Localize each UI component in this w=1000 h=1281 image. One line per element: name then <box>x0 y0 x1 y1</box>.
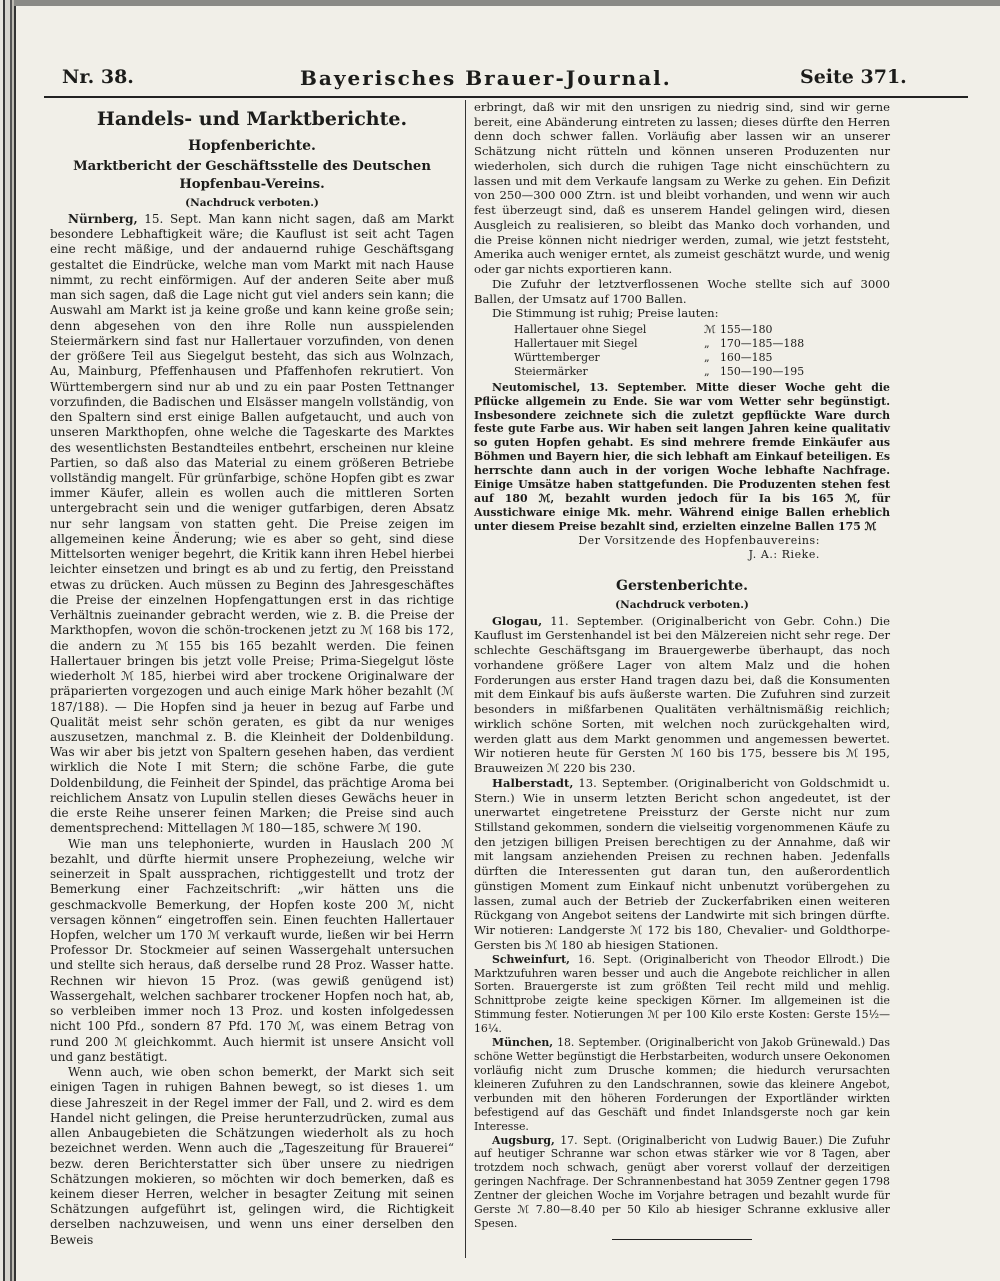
place-muenchen: München, <box>492 1036 554 1050</box>
augsburg-text: 17. Sept. (Originalbericht von Ludwig Bauer.) Die Zufuhr auf heutiger Schranne war schon etwas stärker wie vor 8 Tagen, aber trotzdem noch schwach, genügt aber vorerst vollauf der derzeitigen geringen Nachfrage. Der Schrannenbestand hat 3059 Zentner gegen 1798 Zentner der gleichen Woche im Vorjahre betragen und bezahlt wurde für Gerste ℳ 7.80—8.40 per 50 Kilo ab hiesiger Schranne exklusive aller Spesen. <box>474 1133 890 1231</box>
neutomischel-paragraph <box>474 381 890 534</box>
price-range: 155—180 <box>720 323 773 337</box>
section-title: Handels- und Marktberichte. <box>96 108 408 130</box>
price-range: 150—190—195 <box>720 364 805 378</box>
price-name: Steiermärker <box>514 364 588 378</box>
price-unit: „ <box>704 364 710 378</box>
glogau-paragraph <box>474 614 890 776</box>
end-rule <box>612 1239 752 1240</box>
price-row <box>514 323 844 337</box>
place-schweinfurt: Schweinfurt, <box>492 952 570 966</box>
price-name: Hallertauer mit Siegel <box>514 336 638 350</box>
page-number: Seite 371. <box>800 66 907 88</box>
halberstadt-paragraph <box>474 776 890 953</box>
price-row <box>514 337 844 351</box>
right-column <box>474 100 890 1240</box>
place-neutomischel: Neutomischel, <box>492 380 581 394</box>
price-name: Württemberger <box>514 350 600 364</box>
paragraph-mood: Die Stimmung ist ruhig; Preise lauten: <box>492 306 719 321</box>
place-halberstadt: Halberstadt, <box>492 775 574 790</box>
barley-reprint-note: (Nachdruck verboten.) <box>615 598 749 611</box>
price-row <box>514 351 844 365</box>
paragraph-supply: Die Zufuhr der letztverflossenen Woche stellte sich auf 3000 Ballen, der Umsatz auf 1700 Ballen. <box>474 276 890 306</box>
report-title: Marktbericht der Geschäftsstelle des Deutschen Hopfenbau-Vereins. <box>73 159 431 192</box>
place-augsburg: Augsburg, <box>492 1133 555 1147</box>
muenchen-paragraph <box>474 1036 890 1133</box>
price-table <box>514 323 844 379</box>
nuernberg-text: 15. Sept. Man kann nicht sagen, daß am Markt besondere Lebhaftigkeit wäre; die Kauflust ist seit acht Tagen eine recht mäßige, und der andauernd ruhige Geschäftsgang gestaltet die Eindrücke, welche man vom Markt mit nach Hause nimmt, zu recht einförmigen. Auf der anderen Seite aber muß man sich sagen, daß die Lage nicht gut viel anders sein kann; die Auswahl am Markt ist ja keine große und kann keine große sein; denn abgesehen von den ihre Rolle nun ausspielenden Steiermärkern sind fast nur Hallertauer vorzufinden, von denen der größere Teil aus Siegelgut besteht, das sich aus Wolnzach, Au, Mainburg, Pfeffenhausen und Pfaffenhofen rekrutiert. Von Württembergern sind nur ab und zu ein paar Posten Tettnanger vorzufinden, die Badischen und Elsässer mangeln vollständig, von den Spaltern sind erst einige Ballen aufgetaucht, und auch von unseren Markthopfen, ohne welche die Tageskarte des Marktes des wesentlichsten Bestandteiles entbehrt, erscheinen nur kleine Partien, so daß also das Material zu einem größeren Betriebe vollständig mangelt. Für grünfarbige, schöne Hopfen gibt es zwar immer Käufer, allein es wollen auch die mittleren Sorten untergebracht sein und die weniger gutfarbigen, deren Absatz nur sehr langsam von statten geht. Die Preise zeigen im allgemeinen keine Änderung; wie es aber so geht, sind diese Mittelsorten weniger begehrt, die Kritik kann ihren Hebel hierbei leichter einsetzen und bringt es ab und zu fertig, den Preisstand etwas zu drücken. Auch müssen zu Beginn des Jahresgeschäftes die Preise der einzelnen Hopfengattungen erst in das richtige Verhältnis zueinander gebracht werden, wie z. B. die Preise der Markthopfen, wovon die schön-trockenen jetzt zu ℳ 168 bis 172, die andern zu ℳ 155 bis 165 bezahlt werden. Die feinen Hallertauer bringen bis jetzt volle Preise; Prima-Siegelgut löste wiederholt ℳ 185, hierbei wird aber trockene Originalware der präparierten vorgezogen und auch einige Mark höher bezahlt (ℳ 187/188). — Die Hopfen sind ja heuer in bezug auf Farbe und Qualität meist sehr schön geraten, es gibt da nur weniges auszusetzen, manchmal z. B. die Kleinheit der Doldenbildung. Was wir aber bis jetzt von Spaltern gesehen haben, das verdient wirklich die Note I mit Stern; die schöne Farbe, die gute Doldenbildung, die Feinheit der Spindel, das prächtige Aroma bei reichlichem Ansatz von Lupulin stellen dieses Gewächs heuer in die erste Reihe unserer feinen Marken; die Preise sind auch dementsprechend: Mittellagen ℳ 180—185, schwere ℳ 190. <box>50 212 454 836</box>
journal-title: Bayerisches Brauer-Journal. <box>300 66 672 90</box>
header-rule <box>44 96 968 98</box>
barley-reports-title: Gerstenberichte. <box>615 577 748 594</box>
muenchen-text: 18. September. (Originalbericht von Jakob Grünewald.) Das schöne Wetter begünstigt die Herbstarbeiten, wodurch unsere Oekonomen vorläufig nicht zum Drusche kommen; die hiedurch verursachten kleineren Zufuhren zu den Landschrannen, sowie das kleinere Angebot, verbunden mit den höheren Forderungen der Exportländer wirkten befestigend auf das Geschäft und findet Inlandsgerste noch gar kein Interesse. <box>474 1036 890 1133</box>
left-column <box>50 100 454 1248</box>
neutomischel-text: 13. September. Mitte dieser Woche geht die Pflücke allgemein zu Ende. Sie war vom Wetter sehr begünstigt. Insbesondere zeichnete sich die zuletzt gepflückte Ware durch feste gute Farbe aus. Wir haben seit langen Jahren keine qualitativ so guten Hopfen gehabt. Es sind mehrere fremde Einkäufer aus Böhmen und Bayern hier, die sich lebhaft am Einkauf beteiligen. Es herrschte dann auch in der vorigen Woche lebhafte Nachfrage. Einige Umsätze haben stattgefunden. Die Produzenten stehen fest auf 180 ℳ, bezahlt wurden jedoch für Ia bis 165 ℳ, für Ausstichware einige Mk. mehr. Während einige Ballen erheblich unter diesem Preise bezahlt sind, erzielten einzelne Ballen 175 ℳ <box>474 380 890 533</box>
halberstadt-text: 13. September. (Originalbericht von Goldschmidt u. Stern.) Wie in unserm letzten Bericht schon angedeutet, ist der unerwartet eingetretene Preissturz der Gerste nicht nur zum Stillstand gekommen, sondern die vielseitig vorgenommenen Käufe zu den jetzigen billigen Preisen berechtigen zu der Annahme, daß wir mit langsam anziehenden Preisen zu rechnen haben. Jedenfalls dürften die Interessenten gut daran tun, den außerordentlich günstigen Moment zum Einkauf nicht unbenutzt vorübergehen zu lassen, zumal auch der Betrieb der Zuckerfabriken einen weiteren Rückgang von Angebot seitens der Landwirte mit sich bringen dürfte. Wir notieren: Landgerste ℳ 172 bis 180, Chevalier- und Goldthorpe-Gersten bis ℳ 180 ab hiesigen Stationen. <box>474 775 890 952</box>
binding-gutter <box>0 0 14 1281</box>
price-unit: „ <box>704 336 710 350</box>
paragraph-hauslach: Wie man uns telephonierte, wurden in Hauslach 200 ℳ bezahlt, und dürfte hiermit unsere Prophezeiung, welche wir seinerzeit in Spalt aussprachen, richtiggestellt und trotz der Bemerkung einer Fachzeitschrift: „wir hätten uns die geschmackvolle Bemerkung, der Hopfen koste 200 ℳ, nicht versagen können“ eingetroffen sein. Einen feuchten Hallertauer Hopfen, welcher um 170 ℳ verkauft wurde, ließen wir bei Herrn Professor Dr. Stockmeier auf seinen Wassergehalt untersuchen und stellte sich heraus, daß derselbe rund 28 Proz. Wasser hatte. Rechnen wir hievon 15 Proz. (was gewiß genügend ist) Wassergehalt, welchen sachbarer trockener Hopfen noch hat, ab, so verbleiben immer noch 13 Proz. und kosten infolgedessen nicht 100 Pfd., sondern 87 Pfd. 170 ℳ, was einem Betrag von rund 200 ℳ gleichkommt. Auch hiermit ist unsere Ansicht voll und ganz bestätigt. <box>50 836 454 1064</box>
price-unit: „ <box>704 350 710 364</box>
place-nuernberg: Nürnberg, <box>68 212 138 226</box>
glogau-text: 11. September. (Originalbericht von Gebr. Cohn.) Die Kauflust im Gerstenhandel ist bei den Mälzereien nicht sehr rege. Der schlechte Geschäftsgang im Brauergewerbe überhaupt, das noch vorhandene größere Lager von altem Malz und die hohen Forderungen aus erster Hand tragen dazu bei, daß die Konsumenten mit dem Einkauf bis aufs äußerste warten. Die Zufuhren sind zurzeit besonders in mißfarbenen Qualitäten verhältnismäßig reichlich; wirklich schöne Sorten, mit welchen noch zurückgehalten wird, werden glatt aus dem Markt genommen und angemessen bewertet. Wir notieren heute für Gersten ℳ 160 bis 175, bessere bis ℳ 195, Brauweizen ℳ 220 bis 230. <box>474 613 891 776</box>
schweinfurt-paragraph <box>474 953 890 1037</box>
price-unit: ℳ <box>704 323 716 337</box>
paragraph-continuation: erbringt, daß wir mit den unsrigen zu niedrig sind, sind wir gerne bereit, eine Abänderung eintreten zu lassen; dieses dürfte den Herren denn doch schwer fallen. Vorläufig aber lassen wir an unserer Schätzung nicht rütteln und können unseren Produzenten nur wiederholen, sich durch die ruhigen Tage nicht einschüchtern zu lassen und mit dem Verkaufe langsam zu Werke zu gehen. Ein Defizit von 250—300 000 Ztrn. ist und bleibt vorhanden, und wenn wir auch fest überzeugt sind, daß es unserem Handel gelingen wird, diesen Ausgleich zu realisieren, so bleibt das Manko doch vorhanden, und die Preise können nicht niedriger werden, zumal, wie jetzt feststeht, Amerika auch weniger erntet, als zumeist geschätzt wurde, und wenig oder gar nichts exportieren kann. <box>474 100 890 277</box>
price-range: 170—185—188 <box>720 336 805 350</box>
signature-line-1: Der Vorsitzende des Hopfenbauvereins: <box>578 533 820 547</box>
hops-reports-title: Hopfenberichte. <box>188 138 316 154</box>
signature-line-2: J. A.: Rieke. <box>748 547 820 561</box>
reprint-note: (Nachdruck verboten.) <box>185 197 319 209</box>
nuernberg-paragraph <box>50 212 454 837</box>
issue-number: Nr. 38. <box>62 66 134 88</box>
augsburg-paragraph <box>474 1134 890 1231</box>
place-glogau: Glogau, <box>492 613 543 628</box>
price-row <box>514 365 844 379</box>
column-divider <box>465 100 466 1258</box>
schweinfurt-text: 16. Sept. (Originalbericht von Theodor Ellrodt.) Die Marktzufuhren waren besser und auch die Angebote reichlicher in allen Sorten. Brauergerste ist zum größten Teil recht mild und mehlig. Schnittprobe zeigte keine speckigen Körner. Im allgemeinen ist die Stimmung fester. Notierungen ℳ per 100 Kilo erste Kosten: Gerste 15½—16¼. <box>474 952 890 1036</box>
price-name: Hallertauer ohne Siegel <box>514 323 647 337</box>
paragraph-market: Wenn auch, wie oben schon bemerkt, der Markt sich seit einigen Tagen in ruhigen Bahnen bewegt, so ist dieses 1. um diese Jahreszeit in der Regel immer der Fall, und 2. wird es dem Handel nicht gelingen, die Preise herunterzudrücken, zumal aus allen Anbaugebieten die Schätzungen wiederholt als zu hoch bezeichnet werden. Wenn auch die „Tageszeitung für Brauerei“ bezw. deren Berichterstatter sich über unsere zu niedrigen Schätzungen mokieren, so möchten wir doch bemerken, daß es keinem dieser Herren, welcher in besagter Zeitung mit seinen Schätzungen aufgeführt ist, gelingen wird, die Richtigkeit derselben nachzuweisen, und wenn uns einer derselben den Beweis <box>50 1065 454 1247</box>
price-range: 160—185 <box>720 350 773 364</box>
